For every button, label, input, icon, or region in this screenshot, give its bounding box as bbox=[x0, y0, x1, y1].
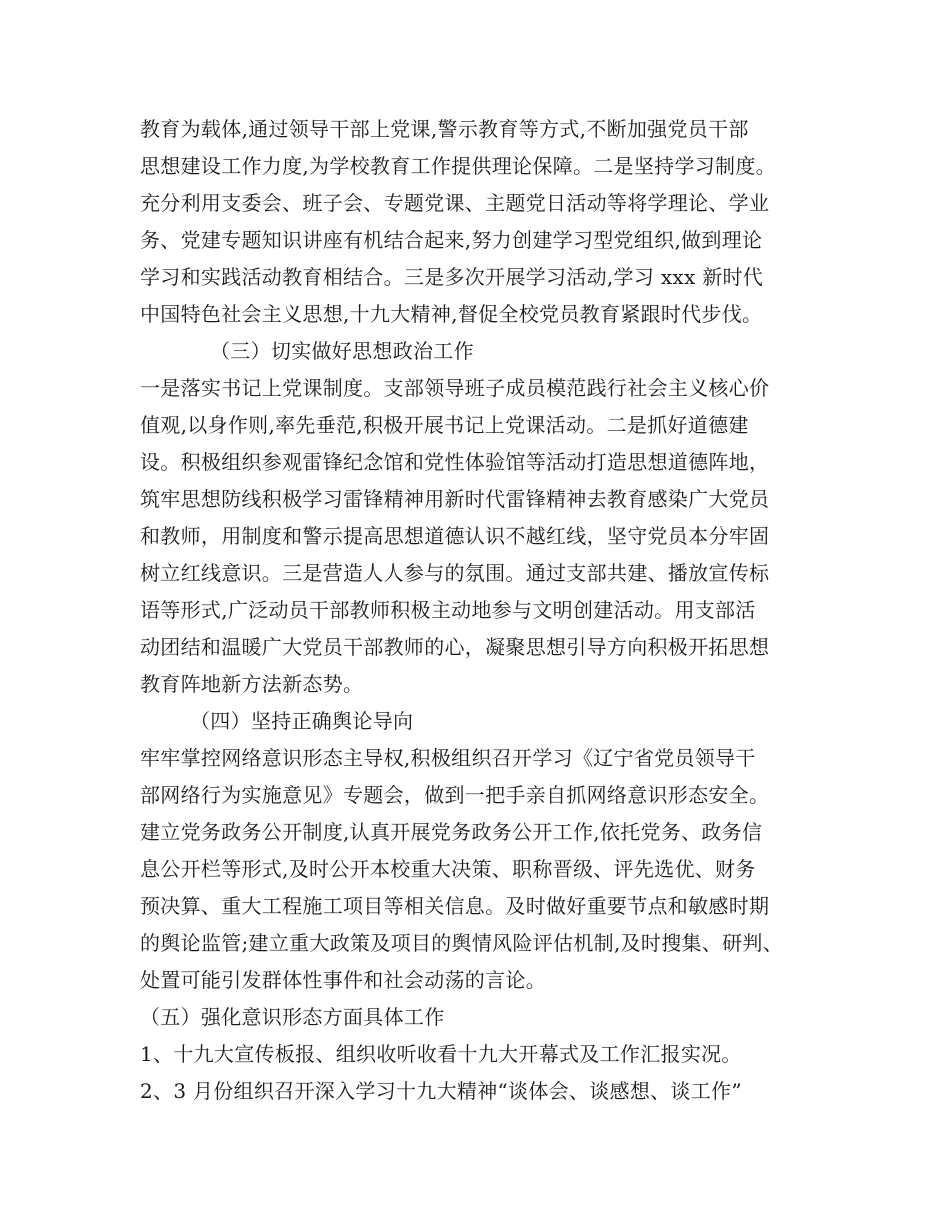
paragraph-line: 教育为载体,通过领导干部上党课,警示教育等方式,不断加强党员干部 bbox=[140, 117, 749, 141]
paragraph-line: 筑牢思想防线积极学习雷锋精神用新时代雷锋精神去教育感染广大党员 bbox=[140, 487, 770, 511]
paragraph-line: 牢牢掌控网络意识形态主导权,积极组织召开学习《辽宁省党员领导干 bbox=[140, 746, 756, 770]
paragraph-line: 中国特色社会主义思想,十九大精神,督促全校党员教育紧跟时代步伐。 bbox=[140, 302, 763, 326]
paragraph-line: 务、党建专题知识讲座有机结合起来,努力创建学习型党组织,做到理论 bbox=[140, 228, 763, 252]
paragraph-line: 建立党务政务公开制度,认真开展党务政务公开工作,依托党务、政务信 bbox=[140, 820, 763, 844]
paragraph-line: 一是落实书记上党课制度。支部领导班子成员模范践行社会主义核心价 bbox=[140, 376, 770, 400]
paragraph-line: 动团结和温暖广大党员干部教师的心，凝聚思想引导方向积极开拓思想 bbox=[140, 635, 770, 659]
paragraph-line: 教育阵地新方法新态势。 bbox=[140, 672, 364, 696]
paragraph-line: 值观,以身作则,率先垂范,积极开展书记上党课活动。二是抓好道德建 bbox=[140, 413, 749, 437]
paragraph-line: 充分利用支委会、班子会、专题党课、主题党日活动等将学理论、学业 bbox=[140, 191, 770, 215]
paragraph-line: 和教师，用制度和警示提高思想道德认识不越红线，坚守党员本分牢固 bbox=[140, 524, 770, 548]
list-item: 2、3 月份组织召开深入学习十九大精神“谈体会、谈感想、谈工作” bbox=[140, 1079, 742, 1103]
paragraph-line: 思想建设工作力度,为学校教育工作提供理论保障。二是坚持学习制度。 bbox=[140, 154, 776, 178]
section-heading: （五）强化意识形态方面具体工作 bbox=[140, 1005, 445, 1029]
list-item: 1、十九大宣传板报、组织收听收看十九大开幕式及工作汇报实况。 bbox=[140, 1042, 742, 1066]
paragraph-line: 息公开栏等形式,及时公开本校重大决策、职称晋级、评先选优、财务 bbox=[140, 857, 756, 881]
paragraph-line: 部网络行为实施意见》专题会，做到一把手亲自抓网络意识形态安全。 bbox=[140, 783, 770, 807]
paragraph-line: 预决算、重大工程施工项目等相关信息。及时做好重要节点和敏感时期 bbox=[140, 894, 770, 918]
paragraph-line: 的舆论监管;建立重大政策及项目的舆情风险评估机制,及时搜集、研判、 bbox=[140, 931, 783, 955]
section-heading: （四）坚持正确舆论导向 bbox=[190, 709, 414, 733]
paragraph-line: 树立红线意识。三是营造人人参与的氛围。通过支部共建、播放宣传标 bbox=[140, 561, 770, 585]
paragraph-line: 处置可能引发群体性事件和社会动荡的言论。 bbox=[140, 968, 546, 992]
paragraph-line: 学习和实践活动教育相结合。三是多次开展学习活动,学习 xxx 新时代 bbox=[140, 265, 764, 289]
paragraph-line: 设。积极组织参观雷锋纪念馆和党性体验馆等活动打造思想道德阵地， bbox=[140, 450, 770, 474]
paragraph-line: 语等形式,广泛动员干部教师积极主动地参与文明创建活动。用支部活 bbox=[140, 598, 756, 622]
section-heading: （三）切实做好思想政治工作 bbox=[210, 339, 474, 363]
